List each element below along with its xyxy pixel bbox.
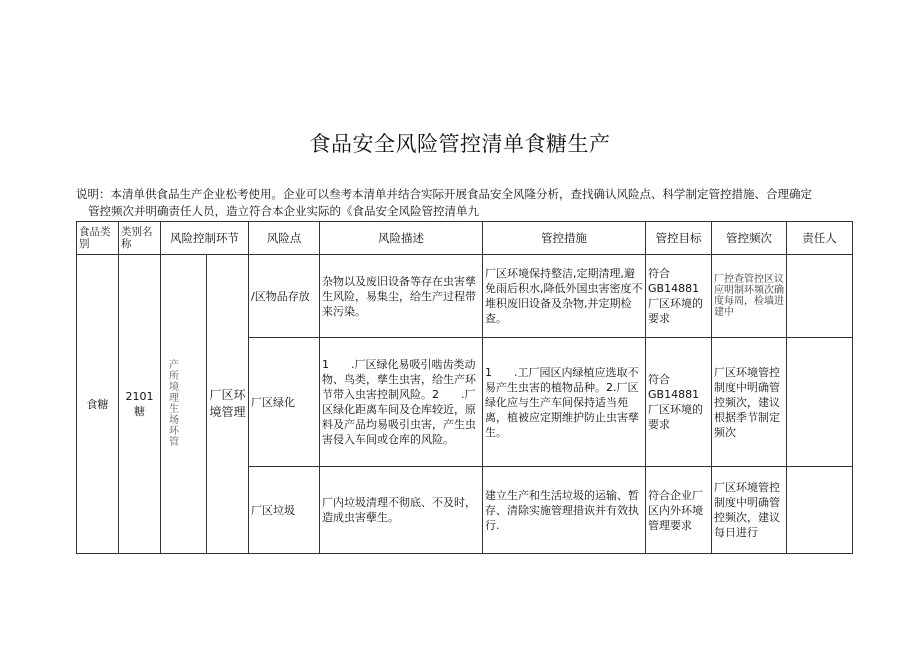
code-name-cell: 2101糖 [119, 255, 161, 554]
risk-control-table [76, 221, 853, 554]
control-measure-cell: 建立生产和生活垃圾的运输、暂存、清除实施管理措诙并有效执行. [483, 467, 646, 554]
header-control-measure: 管控措施 [483, 222, 646, 255]
header-risk-description: 风险描述 [320, 222, 483, 255]
owner-cell [787, 255, 853, 338]
description-line-2: 管控频次并明确责任人员，造立符合本企业实际的《食品安全风险管控清单九 [88, 204, 479, 218]
control-target-cell: 符合GB14881厂区环境的要求 [646, 338, 712, 467]
risk-point-cell: 厂区垃圾 [249, 467, 320, 554]
header-control-frequency: 管控频次 [712, 222, 787, 255]
control-frequency-cell: 厂区环境管控制度中明确管控频次，建议根据季节制定频次 [712, 338, 787, 467]
header-owner: 责任人 [787, 222, 853, 255]
risk-point-cell: /区物品存放 [249, 255, 320, 338]
header-control-link: 风险控制环节 [161, 222, 249, 255]
table-header-row [77, 222, 853, 255]
control-measure-cell: 1 .工厂园区内绿植应选取不易产生虫害的植物品种。2.厂区绿化应与生产车间保持适当苑离，植被应定期维护防止虫害孳生。 [483, 338, 646, 467]
document-title: 食品安全风险管控清单食糖生产 [309, 132, 611, 156]
control-frequency-cell [712, 255, 787, 338]
owner-cell [787, 467, 853, 554]
table-row [77, 255, 853, 338]
risk-description-cell: 1 .厂区绿化易吸引啮齿类动物、鸟类，孳生虫害，给生产环节带入虫害控制风险。2 .厂区绿化距离车间及仓库较近，原料及产品均易吸引虫害，产生虫害侵入车间或仓库的风险。 [320, 338, 483, 467]
header-category: 食品类别 [77, 222, 119, 255]
stage-small-text: 产所境理生场环管 [169, 360, 179, 448]
stage-big-text: 厂区环境管理 [209, 388, 246, 419]
header-risk-point: 风险点 [249, 222, 320, 255]
description [76, 186, 858, 220]
risk-description-cell: 杂物以及废旧设备等存在虫害孳生风险，易集尘，给生产过程带来污染。 [320, 255, 483, 338]
stage-big-cell [207, 255, 249, 554]
stage-small-cell [161, 255, 207, 554]
header-control-target: 管控目标 [646, 222, 712, 255]
risk-description-cell: 厂内垃圾清理不彻底、不及时，造成虫害孽生。 [320, 467, 483, 554]
control-frequency-cell: 厂区环境管控制度中明确管控频次，建议每日进行 [712, 467, 787, 554]
control-target-cell: 符合企业厂区内外环境管理要求 [646, 467, 712, 554]
control-measure-cell: 厂区环境保持整洁,定期清理,避免雨后积水,降低外国虫害密度不堆积废旧设备及杂物,并定期检查。 [483, 255, 646, 338]
control-target-cell: 符合GB14881厂区环境的要求 [646, 255, 712, 338]
control-frequency-text: 厂控查管控区议应明制环频次确度每周，检墙进建中 [714, 274, 784, 318]
description-line-1: 说明：本清单供食品生产企业松考使用。企业可以叁考本清单并结合实际开展食品安全风隆分析，查找确认风险点、科学制定管控措施、合理确定 [76, 187, 812, 201]
owner-cell [787, 338, 853, 467]
header-code-name: 类别名称 [119, 222, 161, 255]
risk-point-cell: 厂区绿化 [249, 338, 320, 467]
category-cell: 食糖 [77, 255, 119, 554]
